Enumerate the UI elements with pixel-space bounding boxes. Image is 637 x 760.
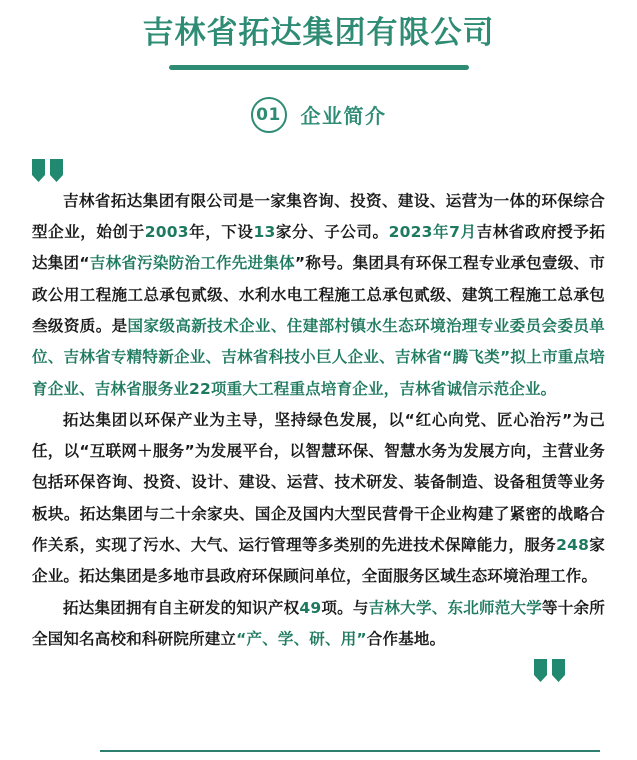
close-quote-icon <box>534 659 567 682</box>
body-text: 拓达集团以环保产业为主导，坚持绿色发展，以“红心向党、匠心治污”为己任，以“互联网＋服务”为发展平台，以智慧环保、智慧水务为发展方向，主营业务包括环保咨询、投资、设计、建设、运营、技术研发、装备制造、设备租赁等业务板块。拓达集团与二十余家央、国企及国内大型民营骨干企业构建了紧密的战略合作关系，实现了污水、大气、运行管理等多类别的先进技术保障能力，服务 <box>32 410 605 555</box>
body-text: 拓达集团拥有自主研发的知识产权 <box>63 598 300 617</box>
section-number-badge: 01 <box>251 97 287 133</box>
highlighted-text: 49 <box>299 598 322 617</box>
section-heading <box>0 97 637 133</box>
highlighted-text: 2023年7月 <box>388 223 477 242</box>
prose-container <box>32 186 605 655</box>
body-text: 项。与 <box>321 598 369 617</box>
bottom-horizontal-rule <box>100 750 600 752</box>
highlighted-text: 2003 <box>144 223 189 242</box>
body-content <box>32 159 605 682</box>
open-quote-icon <box>32 159 65 182</box>
paragraph-3 <box>32 593 605 656</box>
title-underline-rule <box>169 65 469 70</box>
body-text: 年，下设 <box>188 223 254 242</box>
highlighted-text: “产、学、研、用” <box>236 629 367 648</box>
highlighted-text: 248 <box>556 536 590 555</box>
highlighted-text: 13 <box>253 223 276 242</box>
body-text: 家企业。拓达集团是多地市县政府环保顾问单位，全面服务区域生态环境治理工作。 <box>32 536 605 586</box>
paragraph-2 <box>32 405 605 593</box>
highlighted-text: 吉林大学、东北师范大学 <box>368 598 542 617</box>
body-text: 等十余所全国知名高校和科研院所建立 <box>32 598 605 648</box>
section-title: 企业简介 <box>300 104 387 129</box>
body-text: 合作基地。 <box>366 629 446 648</box>
page-title: 吉林省拓达集团有限公司 <box>142 15 495 51</box>
paragraph-1 <box>32 186 605 405</box>
body-text: 吉林省拓达集团有限公司是一家集咨询、投资、建设、运营为一体的环保综合型企业，始创于 <box>32 191 605 242</box>
close-quote-row <box>32 659 605 682</box>
highlighted-text: 吉林省污染防治工作先进集体 <box>89 254 295 273</box>
body-text: 吉林省政府授予拓达集团“ <box>32 223 606 273</box>
body-text: 家分、子公司。 <box>275 223 389 242</box>
highlighted-text: 国家级高新技术企业、住建部村镇水生态环境治理专业委员会委员单位、吉林省专精特新企业、吉林省科技小巨人企业、吉林省“腾飞类”拟上市重点培育企业、吉林省服务业22项重大工程重点培育企业，吉林省诚信示范企业。 <box>32 316 605 398</box>
body-text: ”称号。集团具有环保工程专业承包壹级、市政公用工程施工总承包贰级、水利水电工程施工总承包贰级、建筑工程施工总承包叁级资质。是 <box>32 254 605 335</box>
document-header <box>0 0 637 70</box>
